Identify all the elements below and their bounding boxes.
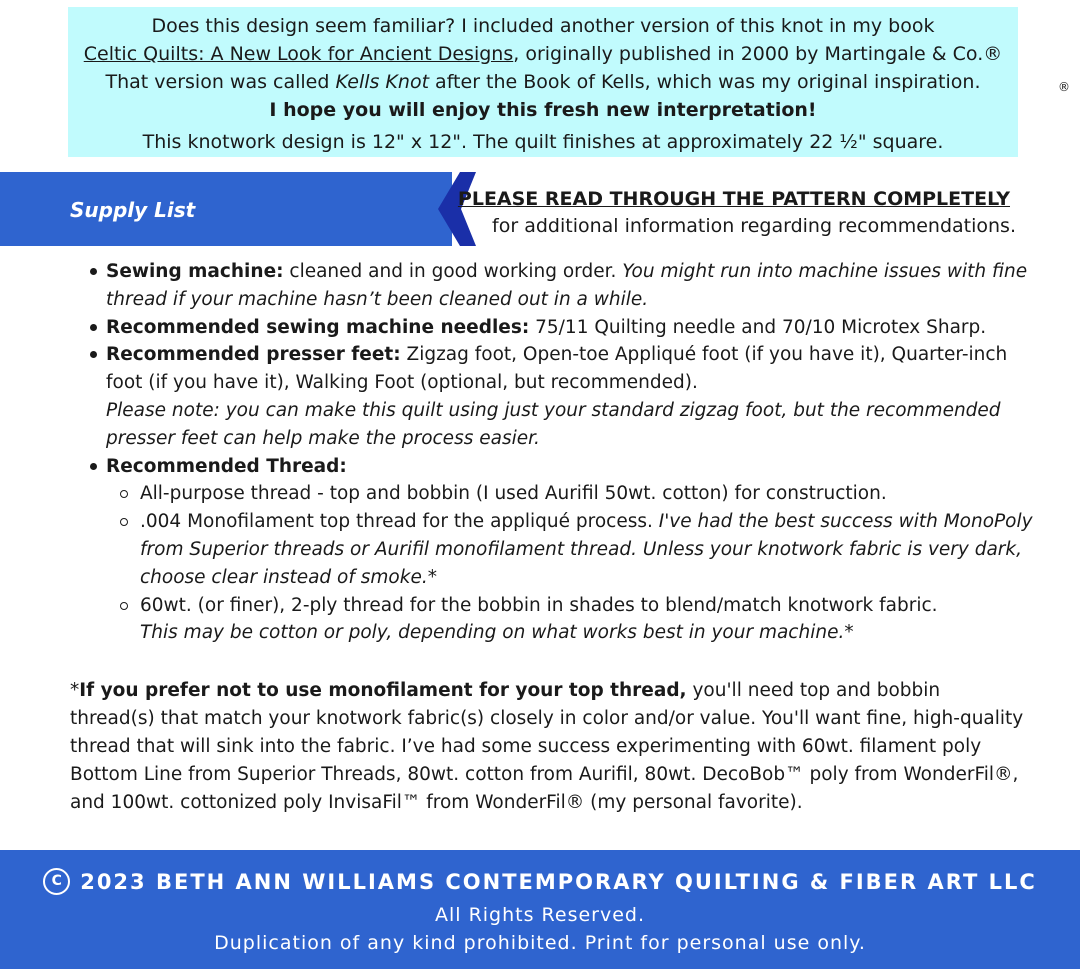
item-label: Recommended Thread: bbox=[106, 455, 347, 477]
rights-reserved: All Rights Reserved. bbox=[434, 904, 646, 926]
copyright-row bbox=[0, 868, 1080, 895]
list-item-needles bbox=[106, 314, 1046, 342]
item-note: This may be cotton or poly, depending on what works best in your machine.* bbox=[140, 622, 854, 644]
item-label: Recommended sewing machine needles: bbox=[106, 316, 530, 338]
note-text: you'll need top and bobbin thread(s) that match your knotwork fabric(s) closely in color and/or value. You'll want fine, high-quality thread that will sink into the fabric. I’ve had some success experimenting with 60wt. filament poly Bottom Line from Superior Threads, 80wt. cotton from Aurifil, 80wt. DecoBob™ poly from WonderFil®, and 100wt. cottonized poly InvisaFil™ from WonderFil® (my personal favorite). bbox=[70, 680, 1024, 813]
copyright-text: 2023 BETH ANN WILLIAMS CONTEMPORARY QUILTING & FIBER ART LLC bbox=[80, 869, 1037, 894]
registered-mark: ® bbox=[1058, 80, 1070, 94]
item-label: Recommended presser feet: bbox=[106, 344, 401, 366]
item-text: Zigzag foot, Open-toe Appliqué foot (if you have it), Quarter-inch foot (if you have it), Walking Foot (optional, but recommended). bbox=[106, 344, 1008, 394]
intro-line-2-rest: , originally published in 2000 by Martingale & Co.® bbox=[513, 43, 1003, 65]
sub-list-item bbox=[140, 508, 1046, 591]
item-note: Please note: you can make this quilt using just your standard zigzag foot, but the recommended presser feet can help make the process easier. bbox=[106, 399, 1001, 449]
intro-line-4: I hope you will enjoy this fresh new interpretation! bbox=[269, 99, 817, 121]
sub-list-item bbox=[140, 592, 1046, 648]
list-item-thread bbox=[106, 453, 1046, 648]
supply-list bbox=[88, 258, 1046, 647]
book-title-link: Celtic Quilts: A New Look for Ancient Designs bbox=[83, 43, 514, 65]
intro-line-3-pre: That version was called bbox=[105, 71, 336, 93]
intro-line-3-post: after the Book of Kells, which was my original inspiration. bbox=[429, 71, 981, 93]
read-pattern-subtext: for additional information regarding recommendations. bbox=[492, 215, 1016, 237]
duplication-notice: Duplication of any kind prohibited. Print for personal use only. bbox=[214, 932, 866, 954]
item-text: .004 Monofilament top thread for the appliqué process. bbox=[140, 511, 659, 533]
item-text: 60wt. (or finer), 2-ply thread for the bobbin in shades to blend/match knotwork fabric. bbox=[140, 594, 938, 616]
list-item-sewing-machine bbox=[106, 258, 1046, 314]
read-pattern-heading: PLEASE READ THROUGH THE PATTERN COMPLETELY bbox=[457, 188, 1010, 210]
list-item-presser-feet bbox=[106, 341, 1046, 452]
supply-list-band bbox=[0, 172, 452, 246]
sub-list-item bbox=[140, 480, 1046, 508]
footer bbox=[0, 850, 1080, 969]
copyright-icon: C bbox=[43, 868, 70, 895]
intro-line-5: This knotwork design is 12" x 12". The quilt finishes at approximately 22 ½" square. bbox=[142, 131, 944, 153]
monofilament-note bbox=[70, 677, 1030, 817]
intro-line-1: Does this design seem familiar? I included another version of this knot in my book bbox=[151, 15, 935, 37]
intro-line-2 bbox=[68, 40, 1018, 68]
item-note: I've had the best success with MonoPoly from Superior threads or Aurifil monofilament thread. Unless your knotwork fabric is very dark, choose clear instead of smoke.* bbox=[140, 511, 1033, 588]
item-text: All-purpose thread - top and bobbin (I used Aurifil 50wt. cotton) for construction. bbox=[140, 483, 887, 505]
note-asterisk: * bbox=[70, 680, 80, 701]
intro-box bbox=[68, 7, 1018, 157]
item-text: 75/11 Quilting needle and 70/10 Microtex Sharp. bbox=[529, 316, 987, 338]
item-label: Sewing machine: bbox=[106, 261, 284, 282]
knot-name: Kells Knot bbox=[335, 71, 430, 93]
supply-list-label: Supply List bbox=[70, 198, 196, 222]
item-text: cleaned and in good working order. bbox=[283, 261, 623, 282]
thread-sublist bbox=[106, 480, 1046, 647]
intro-line-3 bbox=[68, 68, 1018, 96]
note-bold: If you prefer not to use monofilament for your top thread, bbox=[79, 680, 687, 701]
item-note: You might run into machine issues with fine thread if your machine hasn’t been cleaned out in a while. bbox=[106, 261, 1028, 310]
